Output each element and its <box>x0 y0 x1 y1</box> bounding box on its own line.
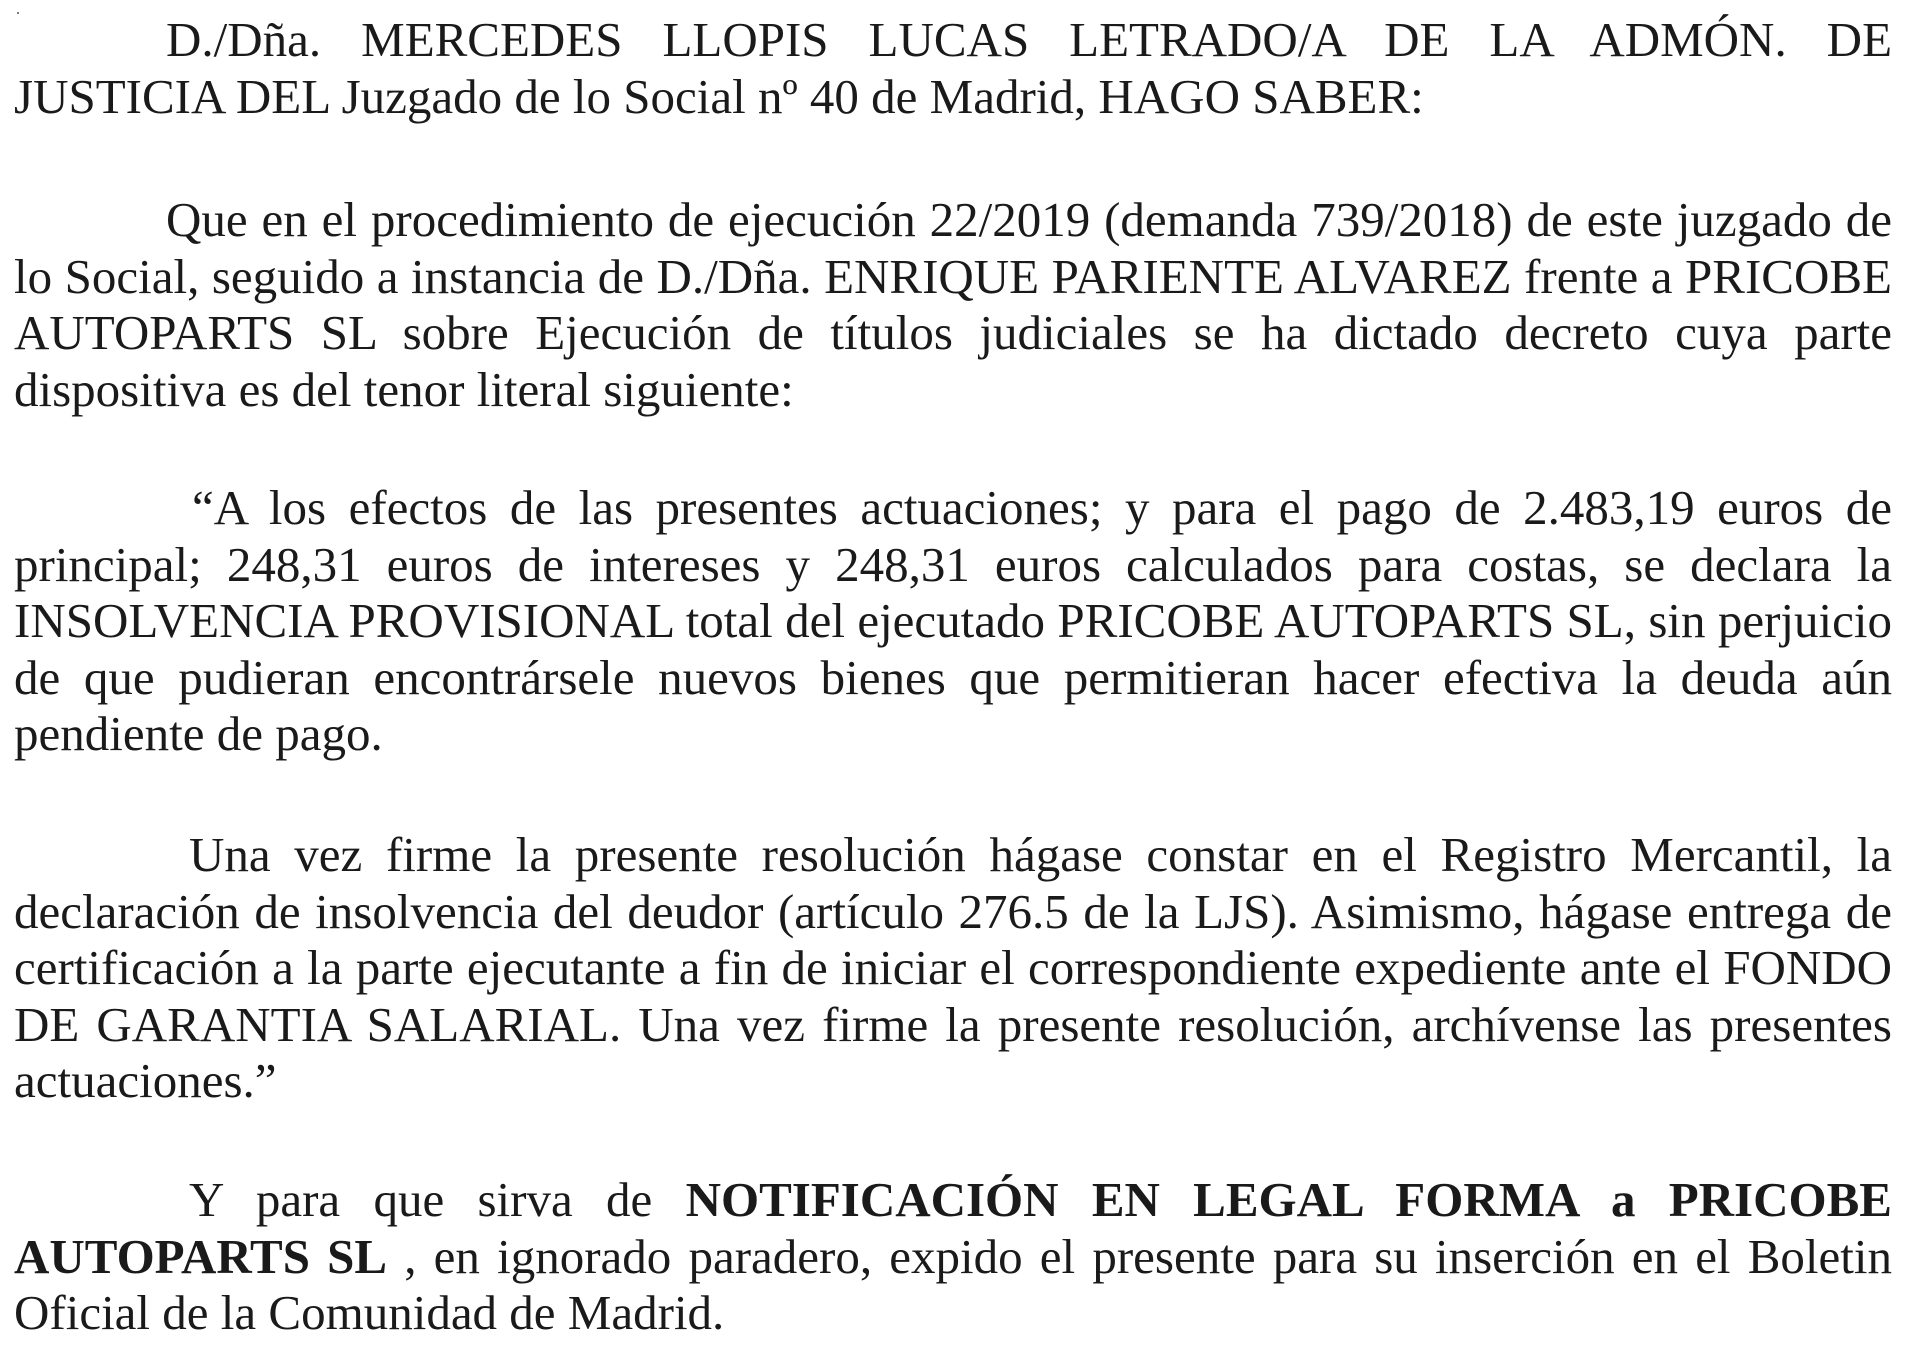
notification-outro: , en ignorado paradero, expido el presente para su inserción en el Boletin Oficial de la Comunidad de Madrid. <box>14 1228 1892 1340</box>
registry-paragraph: Una vez firme la presente resolución hágase constar en el Registro Mercantil, la declaración de insolvencia del deudor (artículo 276.5 de la LJS). Asimismo, hágase entrega de certificación a la parte ejecutante a fin de iniciar el correspondiente expediente ante el FONDO DE GARANTIA SALARIAL. Una vez firme la presente resolución, archívense las presentes actuaciones.” <box>14 827 1892 1108</box>
notification-intro: Y para que sirva de <box>189 1172 686 1227</box>
header-paragraph: D./Dña. MERCEDES LLOPIS LUCAS LETRADO/A DE LA ADMÓN. DE JUSTICIA DEL Juzgado de lo Social nº 40 de Madrid, HAGO SABER: <box>14 12 1892 124</box>
notification-paragraph <box>14 1172 1892 1342</box>
decree-paragraph: “A los efectos de las presentes actuaciones; y para el pago de 2.483,19 euros de principal; 248,31 euros de intereses y 248,31 euros calculados para costas, se declara la INSOLVENCIA PROVISIONAL total del ejecutado PRICOBE AUTOPARTS SL, sin perjuicio de que pudieran encontrársele nuevos bienes que permitieran hacer efectiva la deuda aún pendiente de pago. <box>14 480 1892 761</box>
notification-bold-phrase: NOTIFICACIÓN EN LEGAL FORMA a PRICOBE AUTOPARTS SL <box>14 1172 1892 1284</box>
procedure-paragraph: Que en el procedimiento de ejecución 22/2019 (demanda 739/2018) de este juzgado de lo Social, seguido a instancia de D./Dña. ENRIQUE PARIENTE ALVAREZ frente a PRICOBE AUTOPARTS SL sobre Ejecución de títulos judiciales se ha dictado decreto cuya parte dispositiva es del tenor literal siguiente: <box>14 192 1892 417</box>
